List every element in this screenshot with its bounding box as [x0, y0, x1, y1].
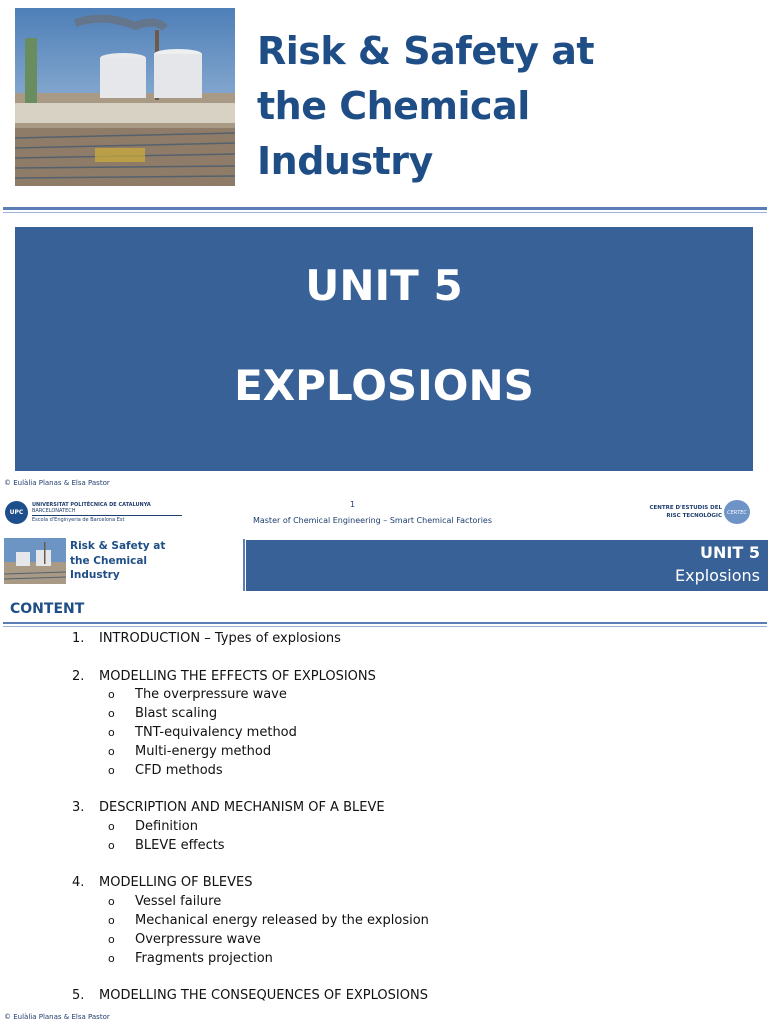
unit-number: UNIT 5 — [700, 543, 760, 562]
heading-divider-thin — [3, 626, 767, 627]
content-subitem — [108, 951, 273, 966]
page-number: 1 — [349, 500, 356, 509]
bullet-icon: o — [108, 932, 115, 946]
slide-header-title: Risk & Safety at the Chemical Industry — [70, 540, 166, 581]
subitem-label: Definition — [135, 819, 198, 834]
university-line-1: UNIVERSITAT POLITÈCNICA DE CATALUNYA — [32, 502, 151, 508]
bullet-icon: o — [108, 820, 115, 833]
copyright-notice: © Eulàlia Planas & Elsa Pastor — [4, 1013, 110, 1021]
subitem-label: Multi-energy method — [135, 743, 272, 759]
item-number: 5. — [72, 988, 85, 1004]
unit-header-banner — [246, 540, 768, 591]
content-item — [72, 631, 341, 646]
subitem-label: Fragments projection — [135, 950, 273, 966]
content-subitem — [108, 913, 429, 928]
content-subitem — [108, 819, 198, 834]
bullet-icon: o — [108, 726, 115, 739]
content-heading: CONTENT — [10, 601, 85, 617]
content-subitem — [108, 706, 217, 721]
university-line-2: BARCELONATECH — [32, 508, 76, 514]
bullet-icon: o — [108, 895, 115, 909]
centre-line-1: CENTRE D'ESTUDIS DEL — [649, 505, 722, 511]
subitem-label: Mechanical energy released by the explosion — [135, 913, 429, 928]
school-name: Escola d'Enginyeria de Barcelona Est — [32, 515, 182, 523]
content-item — [72, 988, 428, 1003]
subitem-label: Overpressure wave — [135, 931, 261, 947]
content-item — [72, 875, 253, 890]
bullet-icon: o — [108, 951, 115, 965]
item-label: MODELLING THE CONSEQUENCES OF EXPLOSIONS — [99, 988, 428, 1004]
content-subitem — [108, 932, 261, 947]
content-subitem — [108, 725, 297, 740]
bullet-icon: o — [108, 763, 115, 777]
content-subitem — [108, 687, 287, 702]
bullet-icon: o — [108, 744, 115, 758]
item-label: MODELLING THE EFFECTS OF EXPLOSIONS — [99, 668, 376, 684]
centre-name — [620, 504, 722, 520]
subitem-label: TNT-equivalency method — [135, 725, 297, 740]
course-name: Master of Chemical Engineering – Smart Chemical Factories — [252, 516, 493, 525]
unit-number: UNIT 5 — [305, 261, 463, 310]
centre-logo-text: CERTEC — [727, 510, 747, 516]
bullet-icon: o — [108, 914, 115, 927]
bullet-icon: o — [108, 707, 115, 721]
header-separator — [243, 539, 245, 591]
bullet-icon: o — [108, 688, 115, 702]
title-divider — [3, 207, 767, 210]
subitem-label: The overpressure wave — [135, 687, 287, 703]
item-label: MODELLING OF BLEVES — [99, 875, 253, 891]
copyright-notice: © Eulàlia Planas & Elsa Pastor — [4, 479, 110, 487]
content-item — [72, 800, 385, 815]
unit-banner — [15, 227, 753, 471]
content-subitem — [108, 838, 225, 853]
subitem-label: Vessel failure — [135, 894, 222, 910]
unit-topic: EXPLOSIONS — [234, 361, 534, 410]
bullet-icon: o — [108, 838, 115, 852]
content-item — [72, 669, 376, 684]
subitem-label: Blast scaling — [135, 706, 218, 722]
item-number: 4. — [72, 875, 85, 891]
item-label: INTRODUCTION – Types of explosions — [99, 631, 341, 646]
unit-topic: Explosions — [674, 566, 760, 585]
content-subitem — [108, 894, 221, 909]
item-number: 1. — [72, 631, 85, 646]
item-label: DESCRIPTION AND MECHANISM OF A BLEVE — [99, 800, 385, 816]
chemical-plant-photo — [15, 8, 235, 186]
subitem-label: BLEVE effects — [135, 837, 225, 853]
centre-logo — [724, 500, 750, 524]
title-divider-thin — [3, 212, 767, 213]
subitem-label: CFD methods — [135, 762, 223, 778]
heading-divider — [3, 622, 767, 624]
content-subitem — [108, 763, 223, 778]
slide-title: Risk & Safety at the Chemical Industry — [257, 29, 595, 183]
content-subitem — [108, 744, 271, 759]
upc-logo: UPC — [5, 501, 28, 524]
centre-line-2: RISC TECNOLÒGIC — [666, 513, 722, 519]
item-number: 3. — [72, 800, 85, 816]
item-number: 2. — [72, 668, 85, 684]
chemical-plant-thumbnail — [4, 538, 66, 584]
